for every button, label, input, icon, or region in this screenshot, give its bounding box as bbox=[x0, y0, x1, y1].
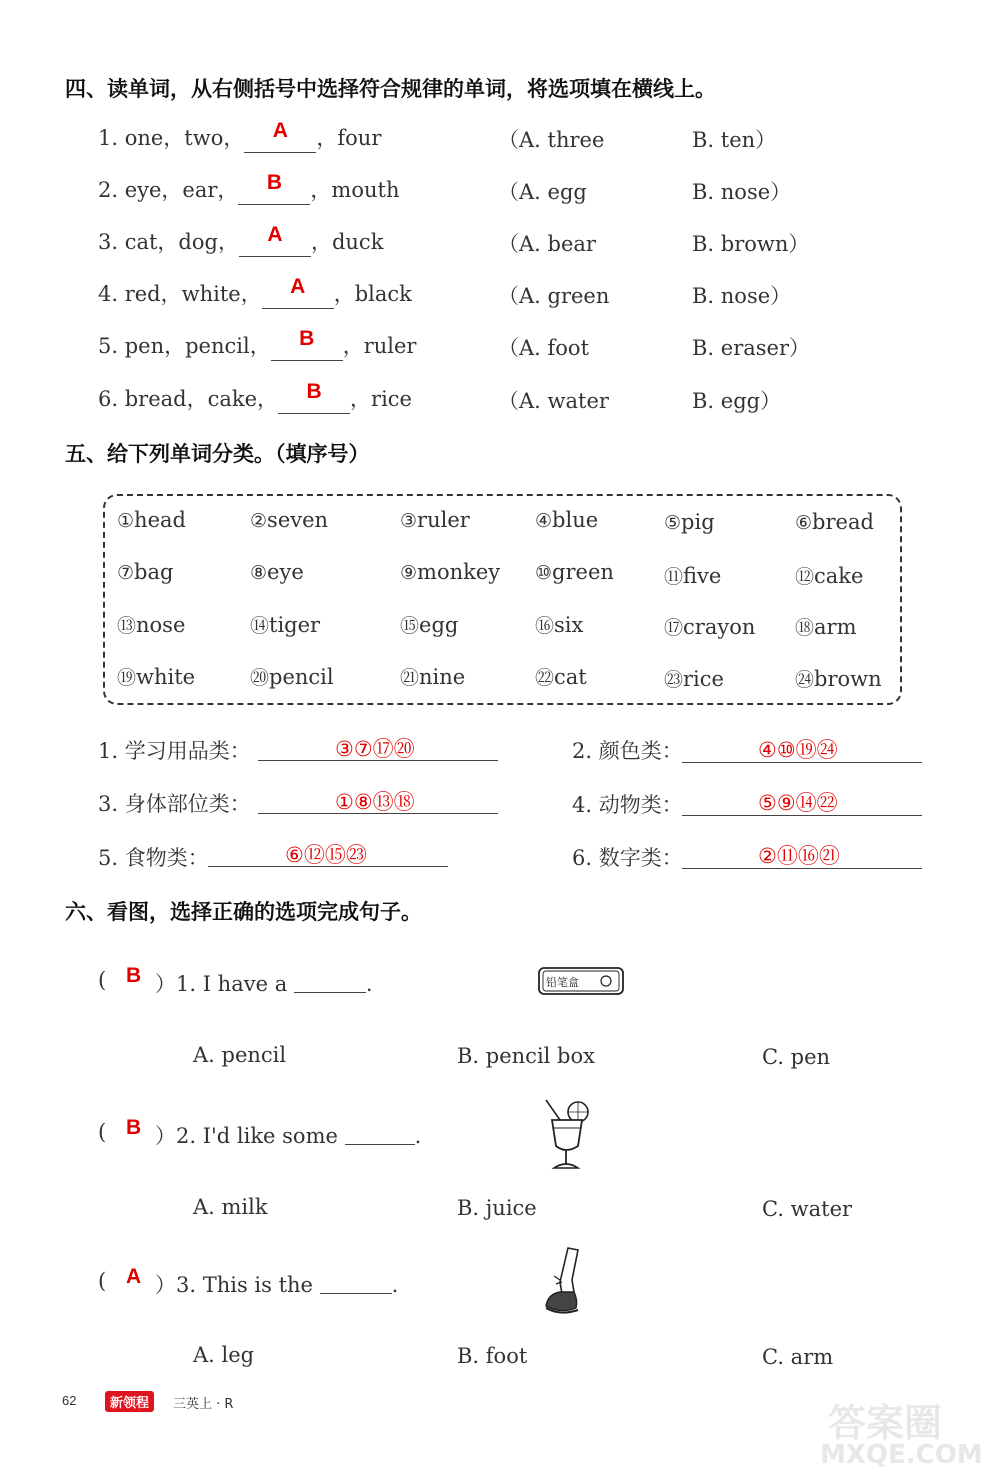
word-text: crayon bbox=[683, 615, 756, 639]
s4-item-3-optB: B. brown） bbox=[692, 232, 810, 256]
word-item bbox=[664, 613, 755, 640]
word-item bbox=[795, 665, 882, 692]
word-item bbox=[795, 510, 874, 534]
s4-item-5-optB: B. eraser） bbox=[692, 336, 811, 360]
s4-item-2-post: ，mouth bbox=[310, 178, 400, 202]
q3-option-c[interactable]: C. arm bbox=[762, 1345, 834, 1369]
s4-item-5-post: ，ruler bbox=[342, 334, 417, 358]
page-number: 62 bbox=[62, 1393, 77, 1408]
category-6-label: 6. 数字类： bbox=[572, 846, 683, 870]
watermark-logo: 答案圈 bbox=[828, 1401, 943, 1445]
s4-item-6-post: ，rice bbox=[350, 387, 412, 411]
s4-item-6-optB: B. egg） bbox=[692, 389, 782, 413]
q2-stem bbox=[155, 1120, 421, 1150]
word-text: bag bbox=[134, 560, 174, 584]
word-item bbox=[250, 508, 328, 532]
word-number: ③ bbox=[400, 510, 418, 532]
word-text: eye bbox=[267, 560, 304, 584]
word-item bbox=[117, 560, 173, 584]
q1-option-b[interactable]: B. pencil box bbox=[457, 1044, 595, 1068]
word-number: ⑭ bbox=[250, 615, 270, 637]
q3-option-b[interactable]: B. foot bbox=[457, 1344, 528, 1368]
word-text: cat bbox=[554, 665, 587, 689]
juice-glass-image bbox=[538, 1098, 594, 1172]
word-item bbox=[117, 663, 195, 690]
word-text: tiger bbox=[269, 613, 321, 637]
section6-title: 六、看图，选择正确的选项完成句子。 bbox=[65, 900, 422, 924]
word-text: blue bbox=[552, 508, 599, 532]
s4-item-1-optB: B. ten） bbox=[692, 128, 777, 152]
s4-item-4-answer: A bbox=[290, 275, 306, 298]
q1-answer[interactable]: B bbox=[126, 964, 142, 987]
word-number: ㉒ bbox=[535, 667, 555, 689]
s4-item-4-blank[interactable] bbox=[262, 275, 334, 309]
s4-item-3-blank[interactable] bbox=[239, 223, 311, 257]
word-item bbox=[664, 562, 721, 589]
q3-blank[interactable] bbox=[320, 1275, 392, 1294]
s4-item-2 bbox=[98, 171, 400, 204]
word-number: ㉑ bbox=[400, 667, 420, 689]
word-number: ⑯ bbox=[535, 615, 555, 637]
s4-item-4-pre: 4. red，white， bbox=[98, 282, 262, 306]
q1-stem-post: . bbox=[365, 972, 373, 996]
word-text: rice bbox=[683, 667, 724, 691]
word-text: arm bbox=[814, 615, 857, 639]
word-item bbox=[795, 613, 857, 640]
s4-item-1-pre: 1. one，two， bbox=[98, 126, 245, 150]
word-number: ⑬ bbox=[117, 615, 137, 637]
s4-item-3-answer: A bbox=[267, 223, 283, 246]
word-text: cake bbox=[814, 564, 864, 588]
q3-stem-pre: ）3. This is the bbox=[155, 1273, 313, 1297]
word-number: ① bbox=[117, 510, 135, 532]
q3-option-a[interactable]: A. leg bbox=[193, 1343, 255, 1367]
word-number: ⑱ bbox=[795, 617, 815, 639]
word-box bbox=[103, 494, 902, 705]
s4-item-6-pre: 6. bread，cake， bbox=[98, 387, 279, 411]
word-item bbox=[250, 611, 320, 638]
word-item bbox=[400, 663, 465, 690]
q3-open-paren: ( bbox=[98, 1269, 107, 1293]
word-item bbox=[117, 508, 186, 532]
word-number: ⑦ bbox=[117, 562, 135, 584]
s4-item-4-post: ，black bbox=[333, 282, 412, 306]
s4-item-2-optB: B. nose） bbox=[692, 180, 792, 204]
q1-stem-pre: ）1. I have a bbox=[155, 972, 288, 996]
footer-label: 三英上 · R bbox=[173, 1397, 234, 1412]
word-item bbox=[117, 611, 185, 638]
category-2-label: 2. 颜色类： bbox=[572, 739, 683, 763]
word-number: ⑩ bbox=[535, 562, 553, 584]
word-number: ⑤ bbox=[664, 512, 682, 534]
word-number: ④ bbox=[535, 510, 553, 532]
q3-stem bbox=[155, 1269, 398, 1299]
s4-item-2-answer: B bbox=[266, 171, 282, 194]
word-text: white bbox=[136, 665, 196, 689]
word-text: head bbox=[134, 508, 186, 532]
s4-item-1-post: ，four bbox=[316, 126, 382, 150]
s4-item-3-post: ，duck bbox=[310, 230, 384, 254]
s4-item-5-optA: （A. foot bbox=[498, 336, 590, 360]
word-text: green bbox=[552, 560, 614, 584]
s4-item-3-optA: （A. bear bbox=[498, 232, 596, 256]
word-text: egg bbox=[419, 613, 459, 637]
word-item bbox=[664, 510, 715, 534]
s4-item-4-optB: B. nose） bbox=[692, 284, 792, 308]
word-number: ⑳ bbox=[250, 667, 270, 689]
q1-stem bbox=[155, 968, 373, 998]
s4-item-1-optA: （A. three bbox=[498, 128, 605, 152]
s4-item-6 bbox=[98, 380, 412, 413]
word-item bbox=[535, 560, 614, 584]
word-item bbox=[400, 560, 500, 584]
word-item bbox=[400, 508, 470, 532]
word-text: nose bbox=[136, 613, 186, 637]
q2-option-b[interactable]: B. juice bbox=[457, 1196, 537, 1220]
word-number: ⑫ bbox=[795, 566, 815, 588]
word-item bbox=[250, 560, 304, 584]
word-number: ② bbox=[250, 510, 268, 532]
watermark-url: MXQE.COM bbox=[820, 1440, 983, 1470]
q3-answer[interactable]: A bbox=[126, 1265, 142, 1288]
word-number: ⑮ bbox=[400, 615, 420, 637]
s4-item-2-optA: （A. egg bbox=[498, 180, 587, 204]
s4-item-2-pre: 2. eye，ear， bbox=[98, 178, 239, 202]
word-number: ⑰ bbox=[664, 617, 684, 639]
word-item bbox=[664, 665, 724, 692]
word-text: pig bbox=[681, 510, 715, 534]
word-number: ⑨ bbox=[400, 562, 418, 584]
q2-option-a[interactable]: A. milk bbox=[193, 1195, 268, 1219]
q1-open-paren: ( bbox=[98, 968, 107, 992]
pencil-box-label: 铅笔盒 bbox=[546, 976, 579, 989]
word-text: pencil bbox=[269, 665, 334, 689]
category-3-answer: ①⑧⑬⑱ bbox=[335, 790, 415, 814]
s4-item-6-blank[interactable] bbox=[278, 380, 350, 414]
word-number: ⑥ bbox=[795, 512, 813, 534]
s4-item-5 bbox=[98, 327, 417, 360]
word-text: bread bbox=[812, 510, 874, 534]
word-item bbox=[400, 611, 458, 638]
q2-blank[interactable] bbox=[345, 1126, 415, 1145]
s4-item-4 bbox=[98, 275, 412, 308]
category-4-label: 4. 动物类： bbox=[572, 793, 683, 817]
s4-item-1-answer: A bbox=[272, 119, 288, 142]
word-number: ⑪ bbox=[664, 566, 684, 588]
q1-option-a[interactable]: A. pencil bbox=[193, 1043, 287, 1067]
word-text: seven bbox=[267, 508, 329, 532]
word-number: ㉔ bbox=[795, 669, 815, 691]
q1-option-c[interactable]: C. pen bbox=[762, 1045, 831, 1069]
q2-stem-pre: ）2. I'd like some bbox=[155, 1124, 338, 1148]
q2-stem-post: . bbox=[414, 1124, 422, 1148]
word-text: six bbox=[554, 613, 584, 637]
category-4-answer: ⑤⑨⑭㉒ bbox=[758, 791, 838, 815]
word-item bbox=[535, 611, 583, 638]
section5-title: 五、给下列单词分类。（填序号） bbox=[65, 442, 370, 466]
leg-image bbox=[540, 1246, 590, 1318]
s4-item-2-blank[interactable] bbox=[238, 171, 310, 205]
word-text: monkey bbox=[417, 560, 501, 584]
word-item bbox=[535, 663, 587, 690]
s4-item-3 bbox=[98, 223, 384, 256]
brand-badge: 新领程 bbox=[105, 1391, 154, 1412]
word-text: five bbox=[683, 564, 722, 588]
s4-item-5-answer: B bbox=[299, 327, 315, 350]
word-item bbox=[535, 508, 598, 532]
word-number: ⑲ bbox=[117, 667, 137, 689]
category-6-answer: ②⑪⑯㉑ bbox=[758, 844, 840, 868]
q3-stem-post: . bbox=[391, 1273, 399, 1297]
s4-item-5-pre: 5. pen，pencil， bbox=[98, 334, 271, 358]
category-2-answer: ④⑩⑲㉔ bbox=[758, 738, 838, 762]
s4-item-1-blank[interactable] bbox=[244, 119, 316, 153]
pencil-box-image bbox=[536, 962, 626, 998]
word-text: brown bbox=[814, 667, 882, 691]
word-item bbox=[250, 663, 334, 690]
category-1-answer: ③⑦⑰⑳ bbox=[335, 737, 415, 761]
word-text: nine bbox=[419, 665, 466, 689]
q1-blank[interactable] bbox=[294, 974, 366, 993]
s4-item-3-pre: 3. cat，dog， bbox=[98, 230, 239, 254]
word-item bbox=[795, 562, 863, 589]
category-3-label: 3. 身体部位类： bbox=[98, 792, 251, 816]
category-5-label: 5. 食物类： bbox=[98, 846, 209, 870]
q2-open-paren: ( bbox=[98, 1120, 107, 1144]
s4-item-5-blank[interactable] bbox=[271, 327, 343, 361]
q2-answer[interactable]: B bbox=[126, 1116, 142, 1139]
word-number: ⑧ bbox=[250, 562, 268, 584]
q2-option-c[interactable]: C. water bbox=[762, 1197, 853, 1221]
category-1-label: 1. 学习用品类： bbox=[98, 739, 251, 763]
word-number: ㉓ bbox=[664, 669, 684, 691]
s4-item-1 bbox=[98, 119, 382, 152]
s4-item-4-optA: （A. green bbox=[498, 284, 610, 308]
s4-item-6-answer: B bbox=[306, 380, 322, 403]
category-5-answer: ⑥⑫⑮㉓ bbox=[285, 843, 367, 867]
word-text: ruler bbox=[417, 508, 470, 532]
section4-title: 四、读单词，从右侧括号中选择符合规律的单词，将选项填在横线上。 bbox=[65, 77, 716, 101]
s4-item-6-optA: （A. water bbox=[498, 389, 609, 413]
